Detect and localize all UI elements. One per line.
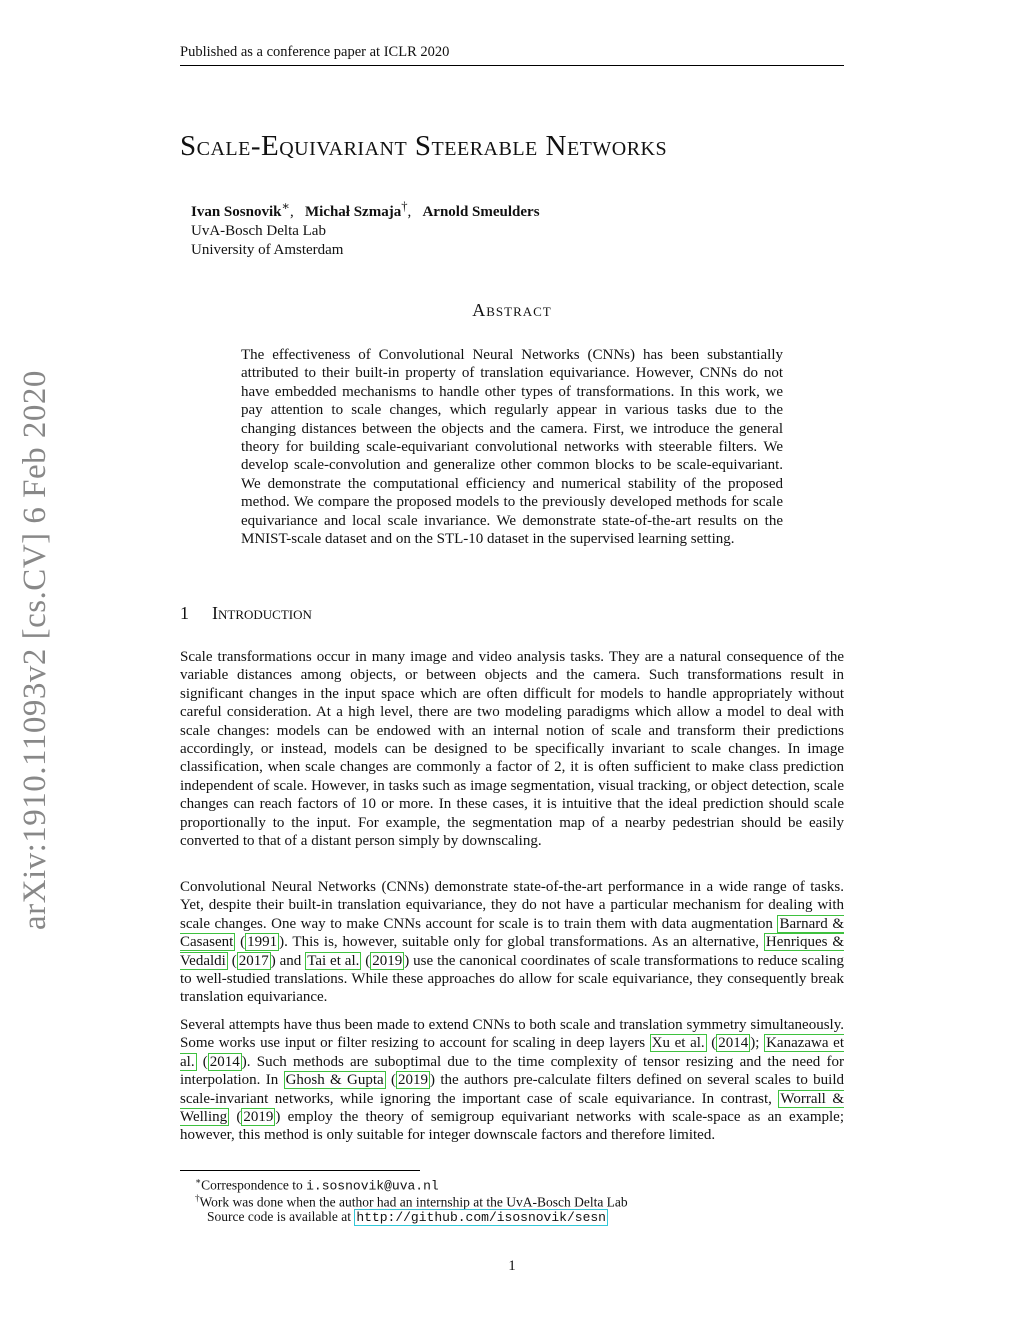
section-title: Introduction — [212, 603, 312, 623]
email-address: i.sosnovik@uva.nl — [306, 1178, 439, 1194]
intro-paragraph-3: Several attempts have thus been made to extend CNNs to both scale and translation symmetry simultaneously. Some works use input or filter resizing to account for scaling in deep layers Xu et al. ( 2014 ); Kanazawa et al. ( 2014 ). Such methods are suboptimal due to the time complexity of tensor resizing and the need for interpolation. In Ghosh & Gupta ( 2019 ) the authors pre-calculate filters defined on several scales to build scale-invariant networks, while ignoring the important case of scale equivariance. In contrast, Worrall & Welling ( 2019 ) employ the theory of semigroup equivariant networks with scale-space as an example; however, this method is only suitable for integer downscale factors and therefore limited. — [180, 1017, 845, 1144]
arxiv-stamp: arXiv:1910.11093v2 [cs.CV] 6 Feb 2020 — [17, 370, 53, 930]
author-1: Ivan Sosnovik — [191, 204, 282, 220]
section-number: 1 — [180, 603, 189, 623]
author-2: Michał Szmaja — [304, 204, 402, 220]
page-number: 1 — [508, 1258, 516, 1274]
author-3: Arnold Smeulders — [422, 204, 540, 220]
citation-year-link[interactable]: 2014 — [718, 1035, 749, 1052]
affiliation-1: UvA-Bosch Delta Lab — [191, 223, 326, 239]
citation-link[interactable]: Xu et al. — [651, 1035, 705, 1052]
citation-link[interactable]: Kanazawa et al. — [180, 1035, 845, 1070]
author-names: Ivan Sosnovik∗, Michał Szmaja†, Arnold Smeulders — [191, 199, 540, 220]
intro-paragraph-2: Convolutional Neural Networks (CNNs) demonstrate state-of-the-art performance in a wide range of tasks. Yet, despite their built-in translation equivariance, they do not have a particular mechanism for dealing with scale changes. One way to make CNNs account for scale is to train them with data augmentation Barnard & Casasent ( 1991 ). This is, however, suitable only for global transformations. As an alternative, Henriques & Vedaldi ( 2017 ) and Tai et al. ( 2019 ) use the canonical coordinates of scale transformations to reduce scaling to well-studied translations. While these approaches do allow for scale equivariance, they consequently break translation equivariance. — [180, 879, 845, 1006]
author-2-mark: † — [401, 199, 408, 213]
footnote-rule — [180, 1170, 420, 1171]
citation-year-link[interactable]: 2019 — [398, 1072, 429, 1089]
citation-link[interactable]: Ghosh & Gupta — [285, 1072, 384, 1089]
section-heading — [180, 603, 312, 624]
citation-link[interactable]: Worrall & Welling — [180, 1090, 844, 1126]
intro-paragraph-1: Scale transformations occur in many image and video analysis tasks. They are a natural consequence of the variable distances among objects, or between objects and the camera. Such transformations result in significant changes in the input space which are often difficult for models to handle appropriately without careful consideration. At a high level, there are two modeling paradigms which allow a model to deal with scale changes: models can be endowed with an internal notion of scale and transform their predictions accordingly, or instead, models can be designed to be specifically invariant to scale changes. In image classification, when scale changes are commonly a factor of 2, it is often sufficient to make class prediction independent of scale. However, in tasks such as image segmentation, visual tracking, or object detection, scale changes can reach factors of 10 or more. In these cases, it is intuitive that the ideal prediction should scale proportionally to the input. For example, the segmentation map of a nearby pedestrian should be easily converted to that of a distant person simply by downscaling. — [180, 649, 844, 850]
source-code-link[interactable]: http://github.com/isosnovik/sesn — [356, 1210, 606, 1225]
affiliation-2: University of Amsterdam — [191, 242, 344, 258]
citation-year-link[interactable]: 2019 — [243, 1109, 274, 1126]
citation-year-link[interactable]: 1991 — [247, 934, 278, 951]
citation-year-link[interactable]: 2017 — [238, 952, 269, 969]
author-1-mark: ∗ — [281, 199, 290, 213]
abstract-text: The effectiveness of Convolutional Neural Networks (CNNs) has been substantially attributed to their built-in property of translation equivariance. However, CNNs do not have embedded mechanisms to handle other types of transformations. In this work, we pay attention to scale changes, which regularly appear in various tasks due to the changing distances between the objects and the camera. First, we introduce the general theory for building scale-equivariant convolutional networks with steerable filters. We develop scale-convolution and generalize other common blocks to be scale-equivariant. We demonstrate the computational efficiency and numerical stability of the proposed method. We compare the proposed models to the previously developed methods for scale equivariance and local scale invariance. We demonstrate state-of-the-art results on the MNIST-scale dataset and on the STL-10 dataset in the supervised learning setting. — [241, 347, 783, 548]
citation-link[interactable]: Tai et al. — [307, 952, 360, 969]
citation-year-link[interactable]: 2019 — [372, 952, 403, 969]
citation-year-link[interactable]: 2014 — [209, 1053, 240, 1070]
footnote-2: †Work was done when the author had an internship at the UvA-Bosch Delta Lab — [195, 1193, 628, 1210]
abstract-heading: Abstract — [472, 300, 552, 320]
citation-link[interactable]: Barnard & Casasent — [180, 915, 845, 951]
citation-link[interactable]: Henriques & Vedaldi — [180, 934, 844, 969]
footnote-1: ∗Correspondence to i.sosnovik@uva.nl — [195, 1176, 439, 1194]
running-header: Published as a conference paper at ICLR 2020 — [180, 44, 844, 66]
footnote-3: Source code is available at http://github.com/isosnovik/sesn — [207, 1209, 606, 1225]
paper-title: Scale-Equivariant Steerable Networks — [180, 130, 668, 162]
author-block — [191, 197, 540, 260]
